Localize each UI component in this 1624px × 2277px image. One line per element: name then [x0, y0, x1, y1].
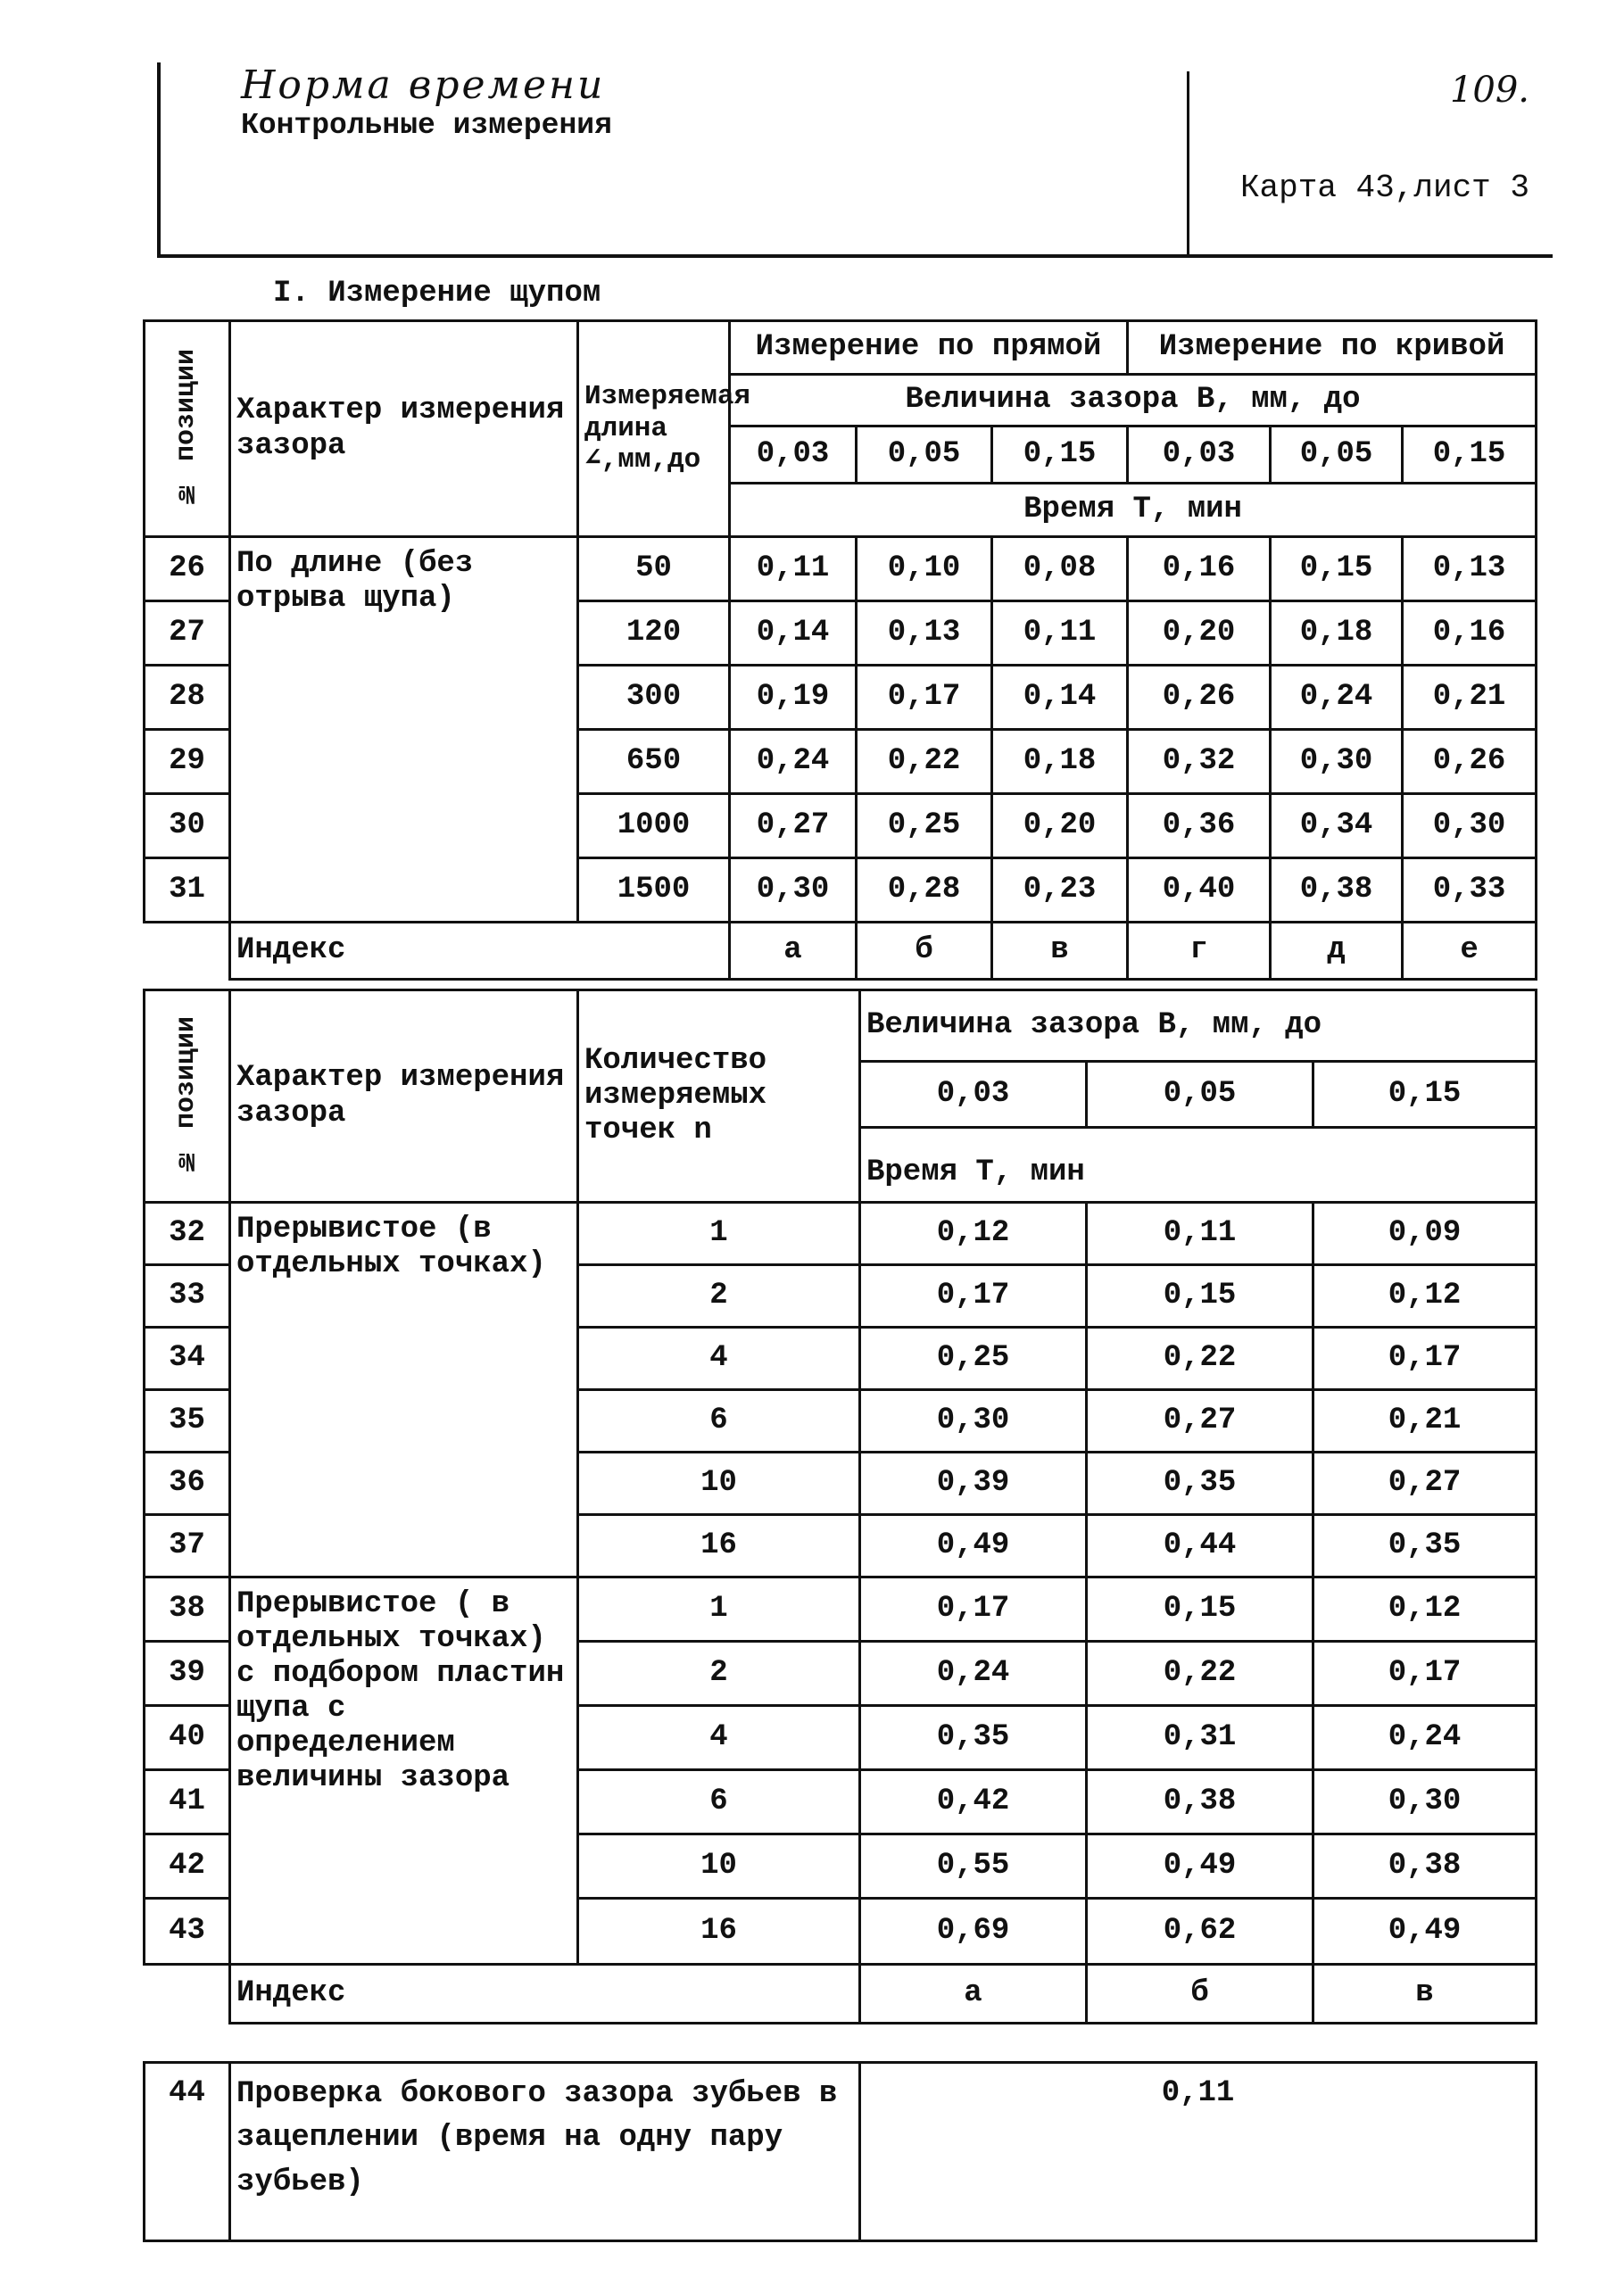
- value-cell: 0,14: [730, 601, 857, 666]
- pos-cell: 41: [145, 1770, 230, 1834]
- count-cell: 10: [578, 1453, 860, 1515]
- table-tooth-gap: [143, 2061, 1537, 2242]
- value-cell: 0,39: [860, 1453, 1087, 1515]
- length-cell: 1500: [578, 858, 730, 923]
- length-cell: 50: [578, 537, 730, 601]
- char-cell: Прерывистое (в отдельных точках): [230, 1203, 578, 1577]
- value-cell: 0,27: [1313, 1453, 1537, 1515]
- count-cell: 16: [578, 1899, 860, 1965]
- index-row: [145, 1965, 1537, 2024]
- gap-value: 0,03: [1128, 426, 1271, 484]
- value-cell: 0,26: [1128, 666, 1271, 730]
- pos-cell: 43: [145, 1899, 230, 1965]
- count-cell: 1: [578, 1203, 860, 1265]
- value-cell: 0,30: [1271, 730, 1403, 794]
- pos-cell: 27: [145, 601, 230, 666]
- length-cell: 300: [578, 666, 730, 730]
- gap-value: 0,05: [1271, 426, 1403, 484]
- value-cell: 0,24: [860, 1642, 1087, 1706]
- pos-cell: 29: [145, 730, 230, 794]
- pos-cell: 33: [145, 1265, 230, 1328]
- length-cell: 650: [578, 730, 730, 794]
- count-cell: 6: [578, 1770, 860, 1834]
- gap-value: 0,15: [1403, 426, 1537, 484]
- value-cell: 0,12: [1313, 1577, 1537, 1642]
- value-cell: 0,17: [1313, 1642, 1537, 1706]
- table-row: [145, 2063, 1537, 2241]
- value-cell: 0,11: [992, 601, 1128, 666]
- gap-label: Величина зазора В, мм, до: [730, 375, 1537, 426]
- pos-cell: 42: [145, 1834, 230, 1899]
- time-label: Время Т, мин: [730, 484, 1537, 537]
- table-feeler-length: [143, 319, 1537, 981]
- gap-value: 0,05: [1087, 1062, 1313, 1128]
- value-cell: 0,25: [857, 794, 992, 858]
- value-cell: 0,49: [1313, 1899, 1537, 1965]
- index-cell: б: [857, 923, 992, 980]
- index-cell: в: [1313, 1965, 1537, 2024]
- value-cell: 0,31: [1087, 1706, 1313, 1770]
- char-header: Характер измерения зазора: [230, 321, 578, 537]
- index-label: Индекс: [230, 923, 730, 980]
- value-cell: 0,15: [1087, 1577, 1313, 1642]
- count-cell: 16: [578, 1515, 860, 1577]
- value-cell: 0,19: [730, 666, 857, 730]
- value-cell: 0,40: [1128, 858, 1271, 923]
- header-divider: [1187, 71, 1189, 254]
- value-cell: 0,30: [1313, 1770, 1537, 1834]
- table-row: [145, 537, 1537, 601]
- count-cell: 4: [578, 1706, 860, 1770]
- value-cell: 0,30: [730, 858, 857, 923]
- value-cell: 0,10: [857, 537, 992, 601]
- value-cell: 0,36: [1128, 794, 1271, 858]
- value-cell: 0,22: [1087, 1328, 1313, 1390]
- table-row: [145, 1203, 1537, 1265]
- value-cell: 0,27: [1087, 1390, 1313, 1453]
- handwritten-title: Норма времени: [241, 62, 606, 108]
- value-cell: 0,17: [860, 1265, 1087, 1328]
- index-cell: а: [860, 1965, 1087, 2024]
- value-cell: 0,32: [1128, 730, 1271, 794]
- value-cell: 0,15: [1087, 1265, 1313, 1328]
- header-block: [157, 62, 1553, 258]
- value-cell: 0,20: [1128, 601, 1271, 666]
- value-cell: 0,14: [992, 666, 1128, 730]
- value-cell: 0,49: [860, 1515, 1087, 1577]
- pos-cell: 34: [145, 1328, 230, 1390]
- card-label: Карта 43,лист 3: [1239, 170, 1529, 206]
- char-header: Характер измерения зазора: [230, 990, 578, 1203]
- pos-cell: 37: [145, 1515, 230, 1577]
- pos-cell: 39: [145, 1642, 230, 1706]
- value-cell: 0,28: [857, 858, 992, 923]
- value-cell: 0,30: [1403, 794, 1537, 858]
- pos-cell: 28: [145, 666, 230, 730]
- value-cell: 0,24: [1271, 666, 1403, 730]
- length-cell: 120: [578, 601, 730, 666]
- value-cell: 0,35: [1087, 1453, 1313, 1515]
- gap-value: 0,03: [730, 426, 857, 484]
- pos-cell: 30: [145, 794, 230, 858]
- value-cell: 0,18: [992, 730, 1128, 794]
- value-cell: 0,18: [1271, 601, 1403, 666]
- value-cell: 0,13: [857, 601, 992, 666]
- value-cell: 0,34: [1271, 794, 1403, 858]
- value-cell: 0,23: [992, 858, 1128, 923]
- value-cell: 0,25: [860, 1328, 1087, 1390]
- description-cell: Проверка бокового зазора зубьев в зацеплении (время на одну пару зубьев): [230, 2063, 860, 2241]
- gap-label: Величина зазора В, мм, до: [860, 990, 1537, 1062]
- value-cell: 0,69: [860, 1899, 1087, 1965]
- count-cell: 6: [578, 1390, 860, 1453]
- pos-cell: 32: [145, 1203, 230, 1265]
- group-curve: Измерение по кривой: [1128, 321, 1537, 375]
- value-cell: 0,21: [1313, 1390, 1537, 1453]
- value-cell: 0,30: [860, 1390, 1087, 1453]
- count-cell: 2: [578, 1265, 860, 1328]
- value-cell: 0,27: [730, 794, 857, 858]
- value-cell: 0,21: [1403, 666, 1537, 730]
- section-title: I. Измерение щупом: [273, 277, 601, 310]
- gap-value: 0,15: [1313, 1062, 1537, 1128]
- pos-cell: 36: [145, 1453, 230, 1515]
- page-number: 109.: [1449, 70, 1529, 111]
- value-cell: 0,35: [1313, 1515, 1537, 1577]
- length-header: Измеряемая длина ∠,мм,до: [578, 321, 730, 537]
- value-cell: 0,15: [1271, 537, 1403, 601]
- value-cell: 0,44: [1087, 1515, 1313, 1577]
- group-straight: Измерение по прямой: [730, 321, 1128, 375]
- length-cell: 1000: [578, 794, 730, 858]
- pos-cell: 31: [145, 858, 230, 923]
- value-cell: 0,16: [1128, 537, 1271, 601]
- value-cell: 0,35: [860, 1706, 1087, 1770]
- value-cell: 0,17: [857, 666, 992, 730]
- table-intermittent: [143, 989, 1537, 2024]
- value-cell: 0,11: [860, 2063, 1537, 2241]
- value-cell: 0,38: [1087, 1770, 1313, 1834]
- pos-header: № позиции: [145, 990, 230, 1203]
- subtitle: Контрольные измерения: [241, 109, 612, 142]
- index-cell: а: [730, 923, 857, 980]
- value-cell: 0,12: [860, 1203, 1087, 1265]
- pos-cell: 40: [145, 1706, 230, 1770]
- time-label: Время Т, мин: [860, 1146, 1537, 1203]
- value-cell: 0,12: [1313, 1265, 1537, 1328]
- gap-value: 0,15: [992, 426, 1128, 484]
- pos-cell: 35: [145, 1390, 230, 1453]
- pos-cell: 38: [145, 1577, 230, 1642]
- value-cell: 0,55: [860, 1834, 1087, 1899]
- index-label: Индекс: [230, 1965, 860, 2024]
- value-cell: 0,24: [730, 730, 857, 794]
- value-cell: 0,11: [1087, 1203, 1313, 1265]
- value-cell: 0,38: [1271, 858, 1403, 923]
- value-cell: 0,22: [1087, 1642, 1313, 1706]
- index-row: [145, 923, 1537, 980]
- value-cell: 0,20: [992, 794, 1128, 858]
- pos-cell: 26: [145, 537, 230, 601]
- value-cell: 0,49: [1087, 1834, 1313, 1899]
- char-cell: По длине (без отрыва щупа): [230, 537, 578, 923]
- value-cell: 0,22: [857, 730, 992, 794]
- gap-value: 0,05: [857, 426, 992, 484]
- pos-cell: 44: [145, 2063, 230, 2241]
- index-cell: д: [1271, 923, 1403, 980]
- value-cell: 0,42: [860, 1770, 1087, 1834]
- index-cell: е: [1403, 923, 1537, 980]
- value-cell: 0,13: [1403, 537, 1537, 601]
- count-cell: 4: [578, 1328, 860, 1390]
- value-cell: 0,09: [1313, 1203, 1537, 1265]
- value-cell: 0,33: [1403, 858, 1537, 923]
- value-cell: 0,16: [1403, 601, 1537, 666]
- value-cell: 0,62: [1087, 1899, 1313, 1965]
- index-cell: г: [1128, 923, 1271, 980]
- value-cell: 0,17: [1313, 1328, 1537, 1390]
- value-cell: 0,17: [860, 1577, 1087, 1642]
- table-row: [145, 1577, 1537, 1642]
- value-cell: 0,24: [1313, 1706, 1537, 1770]
- gap-value: 0,03: [860, 1062, 1087, 1128]
- value-cell: 0,38: [1313, 1834, 1537, 1899]
- value-cell: 0,08: [992, 537, 1128, 601]
- char-cell: Прерывистое ( в отдельных точках) с подбором пластин щупа с определением величины зазора: [230, 1577, 578, 1965]
- count-header: Количество измеряемых точек n: [578, 990, 860, 1203]
- count-cell: 1: [578, 1577, 860, 1642]
- index-cell: б: [1087, 1965, 1313, 2024]
- value-cell: 0,26: [1403, 730, 1537, 794]
- index-cell: в: [992, 923, 1128, 980]
- value-cell: 0,11: [730, 537, 857, 601]
- pos-header: № позиции: [145, 321, 230, 537]
- count-cell: 10: [578, 1834, 860, 1899]
- count-cell: 2: [578, 1642, 860, 1706]
